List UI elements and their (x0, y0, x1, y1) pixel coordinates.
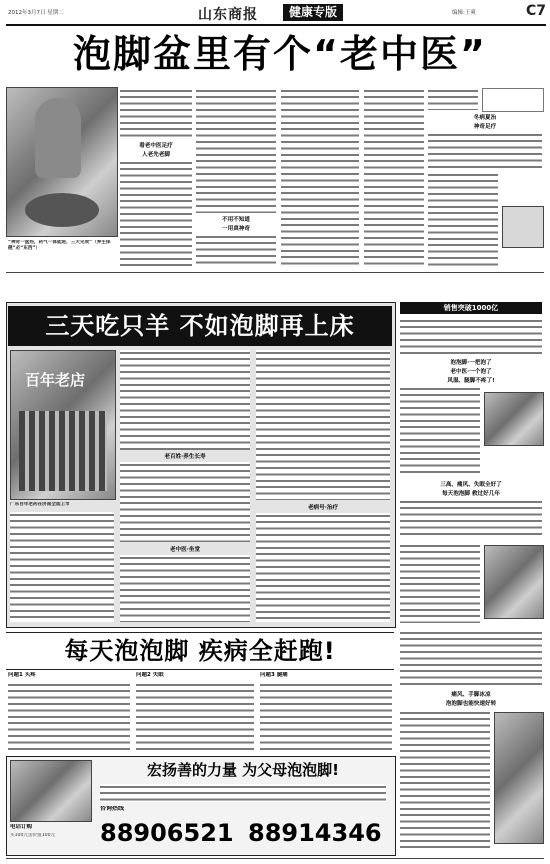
subhead-old-doctor: 看老中医足疗 (139, 143, 173, 149)
bottom-col1-head: 问题1 头疼 (8, 672, 36, 678)
right-mid-text: 泡泡脚·一把泡了 (450, 360, 492, 366)
ad-left-note: 买100元送价值100元 (10, 833, 56, 838)
right-top-text-c (428, 172, 498, 268)
foot-chart-image (502, 206, 544, 248)
banner1-sub2: 老中医·坐堂 (169, 547, 201, 553)
masthead-rule (6, 24, 546, 26)
ad-product-image (10, 760, 92, 822)
banner1-title: 三天吃只羊 不如泡脚再上床 (8, 306, 392, 346)
banner1-text-left (10, 512, 114, 622)
basin-shape (25, 193, 99, 227)
subhead-not-know: 不用不知道 (222, 217, 250, 223)
pharmacy-photo-caption: 广东百年老药在济南全面上市 (10, 502, 70, 507)
right-mid-text-a (400, 318, 542, 354)
bottom-col1-text (8, 682, 130, 750)
bottom-col2-text (136, 682, 254, 750)
right-top-stamp (482, 88, 544, 112)
top-section-rule (6, 272, 544, 273)
right-mid-sub3: 三高、痛风、失眠全好了 (440, 482, 502, 488)
ad-body-text (100, 784, 386, 802)
masthead-paper-name: 山东商报 (198, 7, 258, 23)
pharmacy-photo (10, 350, 116, 500)
portrait-wall (19, 411, 107, 491)
right-bottom-sub1: 痛风、手脚冰凉 (451, 692, 491, 698)
right-mid-sub2: 风湿、腿脚不疼了! (447, 378, 495, 384)
bottom-rule (6, 858, 544, 859)
subhead-magic: 一用真神奇 (222, 226, 250, 232)
masthead-editor: 编辑:王爽 (452, 10, 476, 16)
pharmacy-sign-text: 百年老店 (25, 371, 86, 389)
right-top-text-a (428, 88, 478, 110)
right-mid-bar: 销售突破1000亿 (400, 302, 542, 314)
masthead (0, 0, 550, 26)
right-bottom-text-a (400, 630, 542, 686)
right-mid-text-b (400, 386, 480, 476)
body-text-col-c (196, 88, 276, 213)
right-mid-photo (484, 392, 544, 446)
ad-phone-2: 88914346 (248, 819, 382, 847)
masthead-section: 健康专版 (283, 4, 343, 21)
body-text-col-d (281, 88, 359, 268)
ad-hotline-label: 咨询热线 (100, 806, 125, 812)
banner1-text-col2c (120, 555, 250, 622)
intro-text-col-a (120, 88, 192, 138)
right-mid-sub4: 每天泡泡脚 救过好几年 (442, 491, 500, 497)
right-bottom-photo (494, 712, 544, 844)
banner1-text-col3 (256, 350, 390, 500)
banner1-text-col2b (120, 462, 250, 542)
right-top-sub1: 冬病夏治 (473, 115, 497, 121)
ad-slogan: 宏扬善的力量 为父母泡泡脚! (146, 761, 340, 779)
banner1-text-col3b (256, 513, 390, 622)
intro-text-col-b (120, 160, 192, 268)
right-top-sub2: 神奇足疗 (473, 124, 497, 130)
right-mid-text-c (400, 499, 542, 539)
right-mid-photo-2 (484, 545, 544, 619)
body-text-col-e (364, 88, 424, 268)
person-figure (35, 98, 81, 178)
masthead-date: 2012年3月7日 星期二 (8, 10, 64, 16)
photo-caption: “神奇一盆热，药气一体能进，三天见效”（养生保健“必“东西”） (8, 240, 111, 252)
bottom-col3-text (260, 682, 392, 750)
right-bottom-text-b (400, 710, 490, 850)
right-mid-text-d (400, 543, 480, 623)
right-top-text-b (428, 132, 542, 168)
right-bottom-sub2: 泡泡脚也能快速好转 (445, 701, 497, 707)
banner2-title: 每天泡泡脚 疾病全赶跑! (6, 632, 394, 670)
right-mid-sub1: 老中医·一个泡了 (450, 369, 492, 375)
foot-soak-photo (6, 87, 118, 237)
banner1-text-col2 (120, 350, 250, 450)
banner1-sub3: 老病号·治疗 (307, 505, 339, 511)
bottom-col3-head: 问题3 腿痛 (260, 672, 288, 678)
subhead-old-feet: 人老先老脚 (142, 152, 170, 158)
main-headline: 泡脚盆里有个“老中医” (73, 32, 487, 76)
page-number: C7 (526, 3, 547, 19)
banner1-sub1: 老百姓·养生长寿 (164, 454, 206, 460)
ad-phone-1: 88906521 (100, 819, 234, 847)
body-text-col-c2 (196, 234, 276, 268)
bottom-col2-head: 问题2 失眠 (136, 672, 164, 678)
ad-left-label: 电话订购 (10, 824, 33, 830)
